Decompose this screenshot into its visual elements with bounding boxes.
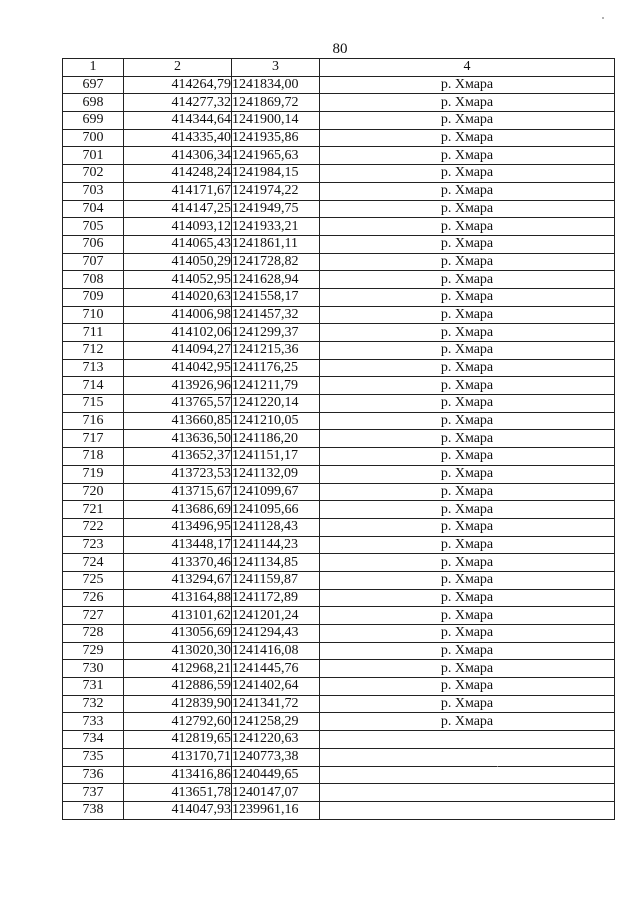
y-coordinate-cell: 1241445,76 (232, 660, 320, 678)
y-coordinate-cell: 1241220,63 (232, 731, 320, 749)
description-cell: р. Хмара (320, 395, 615, 413)
table-row (63, 147, 615, 165)
description-cell: р. Хмара (320, 448, 615, 466)
description-cell (320, 731, 615, 749)
header-col-1: 1 (63, 59, 124, 77)
x-coordinate-cell: 414020,63 (124, 288, 232, 306)
y-coordinate-cell: 1241144,23 (232, 536, 320, 554)
scan-speck (602, 17, 604, 19)
point-number-cell: 699 (63, 112, 124, 130)
table-row (63, 395, 615, 413)
x-coordinate-cell: 413170,71 (124, 748, 232, 766)
table-row (63, 518, 615, 536)
header-col-4: 4 (320, 59, 615, 77)
point-number-cell: 709 (63, 288, 124, 306)
table-row (63, 501, 615, 519)
x-coordinate-cell: 412819,65 (124, 731, 232, 749)
point-number-cell: 734 (63, 731, 124, 749)
description-cell: р. Хмара (320, 288, 615, 306)
y-coordinate-cell: 1241900,14 (232, 112, 320, 130)
y-coordinate-cell: 1241402,64 (232, 678, 320, 696)
description-cell: р. Хмара (320, 678, 615, 696)
table-row (63, 607, 615, 625)
table-row (63, 571, 615, 589)
x-coordinate-cell: 414264,79 (124, 76, 232, 94)
y-coordinate-cell: 1241134,85 (232, 554, 320, 572)
x-coordinate-cell: 414277,32 (124, 94, 232, 112)
table-row (63, 94, 615, 112)
point-number-cell: 738 (63, 801, 124, 819)
table-row (63, 465, 615, 483)
table-row (63, 748, 615, 766)
x-coordinate-cell: 414042,95 (124, 359, 232, 377)
x-coordinate-cell: 414050,29 (124, 253, 232, 271)
y-coordinate-cell: 1241215,36 (232, 342, 320, 360)
description-cell: р. Хмара (320, 147, 615, 165)
table-row (63, 377, 615, 395)
x-coordinate-cell: 413715,67 (124, 483, 232, 501)
y-coordinate-cell: 1241628,94 (232, 271, 320, 289)
x-coordinate-cell: 413448,17 (124, 536, 232, 554)
point-number-cell: 725 (63, 571, 124, 589)
point-number-cell: 714 (63, 377, 124, 395)
x-coordinate-cell: 412886,59 (124, 678, 232, 696)
x-coordinate-cell: 413636,50 (124, 430, 232, 448)
y-coordinate-cell: 1241151,17 (232, 448, 320, 466)
table-row (63, 129, 615, 147)
y-coordinate-cell: 1240773,38 (232, 748, 320, 766)
y-coordinate-cell: 1241294,43 (232, 625, 320, 643)
x-coordinate-cell: 413370,46 (124, 554, 232, 572)
description-cell (320, 801, 615, 819)
description-cell: р. Хмара (320, 430, 615, 448)
table-row (63, 112, 615, 130)
point-number-cell: 724 (63, 554, 124, 572)
point-number-cell: 705 (63, 218, 124, 236)
point-number-cell: 731 (63, 678, 124, 696)
description-cell: р. Хмара (320, 412, 615, 430)
point-number-cell: 728 (63, 625, 124, 643)
table-row (63, 801, 615, 819)
y-coordinate-cell: 1241861,11 (232, 235, 320, 253)
description-cell: р. Хмара (320, 112, 615, 130)
x-coordinate-cell: 414171,67 (124, 182, 232, 200)
description-cell (320, 784, 615, 802)
y-coordinate-cell: 1241558,17 (232, 288, 320, 306)
table-row (63, 342, 615, 360)
x-coordinate-cell: 414335,40 (124, 129, 232, 147)
point-number-cell: 708 (63, 271, 124, 289)
y-coordinate-cell: 1241210,05 (232, 412, 320, 430)
point-number-cell: 711 (63, 324, 124, 342)
y-coordinate-cell: 1241186,20 (232, 430, 320, 448)
x-coordinate-cell: 414065,43 (124, 235, 232, 253)
description-cell: р. Хмара (320, 165, 615, 183)
x-coordinate-cell: 414248,24 (124, 165, 232, 183)
point-number-cell: 698 (63, 94, 124, 112)
y-coordinate-cell: 1241201,24 (232, 607, 320, 625)
point-number-cell: 722 (63, 518, 124, 536)
description-cell: р. Хмара (320, 713, 615, 731)
table-row (63, 271, 615, 289)
y-coordinate-cell: 1241128,43 (232, 518, 320, 536)
y-coordinate-cell: 1241984,15 (232, 165, 320, 183)
table-row (63, 359, 615, 377)
point-number-cell: 723 (63, 536, 124, 554)
description-cell: р. Хмара (320, 695, 615, 713)
y-coordinate-cell: 1241211,79 (232, 377, 320, 395)
x-coordinate-cell: 413652,37 (124, 448, 232, 466)
description-cell: р. Хмара (320, 253, 615, 271)
x-coordinate-cell: 414052,95 (124, 271, 232, 289)
description-cell: р. Хмара (320, 306, 615, 324)
description-cell: р. Хмара (320, 359, 615, 377)
y-coordinate-cell: 1241933,21 (232, 218, 320, 236)
table-row (63, 324, 615, 342)
description-cell: р. Хмара (320, 518, 615, 536)
description-cell: р. Хмара (320, 660, 615, 678)
x-coordinate-cell: 412968,21 (124, 660, 232, 678)
y-coordinate-cell: 1241728,82 (232, 253, 320, 271)
scan-speck (497, 766, 498, 767)
y-coordinate-cell: 1241949,75 (232, 200, 320, 218)
point-number-cell: 713 (63, 359, 124, 377)
y-coordinate-cell: 1241258,29 (232, 713, 320, 731)
header-col-2: 2 (124, 59, 232, 77)
point-number-cell: 729 (63, 642, 124, 660)
x-coordinate-cell: 413686,69 (124, 501, 232, 519)
y-coordinate-cell: 1241834,00 (232, 76, 320, 94)
point-number-cell: 700 (63, 129, 124, 147)
point-number-cell: 710 (63, 306, 124, 324)
table-row (63, 306, 615, 324)
description-cell: р. Хмара (320, 76, 615, 94)
x-coordinate-cell: 412839,90 (124, 695, 232, 713)
point-number-cell: 715 (63, 395, 124, 413)
y-coordinate-cell: 1241457,32 (232, 306, 320, 324)
y-coordinate-cell: 1241299,37 (232, 324, 320, 342)
point-number-cell: 702 (63, 165, 124, 183)
x-coordinate-cell: 412792,60 (124, 713, 232, 731)
table-row (63, 218, 615, 236)
point-number-cell: 707 (63, 253, 124, 271)
point-number-cell: 703 (63, 182, 124, 200)
point-number-cell: 701 (63, 147, 124, 165)
coordinates-table (62, 58, 615, 820)
table-row (63, 182, 615, 200)
description-cell: р. Хмара (320, 235, 615, 253)
x-coordinate-cell: 413294,67 (124, 571, 232, 589)
point-number-cell: 736 (63, 766, 124, 784)
x-coordinate-cell: 414093,12 (124, 218, 232, 236)
description-cell: р. Хмара (320, 589, 615, 607)
point-number-cell: 718 (63, 448, 124, 466)
point-number-cell: 730 (63, 660, 124, 678)
x-coordinate-cell: 413651,78 (124, 784, 232, 802)
description-cell: р. Хмара (320, 554, 615, 572)
x-coordinate-cell: 414047,93 (124, 801, 232, 819)
description-cell: р. Хмара (320, 465, 615, 483)
point-number-cell: 727 (63, 607, 124, 625)
x-coordinate-cell: 414147,25 (124, 200, 232, 218)
table-row (63, 589, 615, 607)
table-row (63, 165, 615, 183)
table-row (63, 713, 615, 731)
table-row (63, 430, 615, 448)
description-cell (320, 748, 615, 766)
x-coordinate-cell: 413056,69 (124, 625, 232, 643)
point-number-cell: 704 (63, 200, 124, 218)
point-number-cell: 732 (63, 695, 124, 713)
description-cell: р. Хмара (320, 483, 615, 501)
point-number-cell: 720 (63, 483, 124, 501)
point-number-cell: 706 (63, 235, 124, 253)
table-row (63, 200, 615, 218)
point-number-cell: 716 (63, 412, 124, 430)
description-cell: р. Хмара (320, 182, 615, 200)
table-row (63, 76, 615, 94)
description-cell: р. Хмара (320, 324, 615, 342)
page-number: 80 (332, 41, 348, 57)
description-cell: р. Хмара (320, 607, 615, 625)
x-coordinate-cell: 413765,57 (124, 395, 232, 413)
y-coordinate-cell: 1241416,08 (232, 642, 320, 660)
x-coordinate-cell: 413496,95 (124, 518, 232, 536)
description-cell: р. Хмара (320, 501, 615, 519)
x-coordinate-cell: 414094,27 (124, 342, 232, 360)
y-coordinate-cell: 1241935,86 (232, 129, 320, 147)
x-coordinate-cell: 413660,85 (124, 412, 232, 430)
table-row (63, 625, 615, 643)
y-coordinate-cell: 1241172,89 (232, 589, 320, 607)
x-coordinate-cell: 413416,86 (124, 766, 232, 784)
table-row (63, 554, 615, 572)
x-coordinate-cell: 413164,88 (124, 589, 232, 607)
y-coordinate-cell: 1241099,67 (232, 483, 320, 501)
description-cell: р. Хмара (320, 642, 615, 660)
y-coordinate-cell: 1241095,66 (232, 501, 320, 519)
table-row (63, 483, 615, 501)
y-coordinate-cell: 1241176,25 (232, 359, 320, 377)
description-cell: р. Хмара (320, 377, 615, 395)
y-coordinate-cell: 1240147,07 (232, 784, 320, 802)
x-coordinate-cell: 414102,06 (124, 324, 232, 342)
x-coordinate-cell: 413020,30 (124, 642, 232, 660)
header-col-3: 3 (232, 59, 320, 77)
table-row (63, 253, 615, 271)
y-coordinate-cell: 1241159,87 (232, 571, 320, 589)
description-cell (320, 766, 615, 784)
y-coordinate-cell: 1240449,65 (232, 766, 320, 784)
description-cell: р. Хмара (320, 218, 615, 236)
description-cell: р. Хмара (320, 625, 615, 643)
point-number-cell: 726 (63, 589, 124, 607)
description-cell: р. Хмара (320, 342, 615, 360)
x-coordinate-cell: 414306,34 (124, 147, 232, 165)
description-cell: р. Хмара (320, 200, 615, 218)
description-cell: р. Хмара (320, 536, 615, 554)
point-number-cell: 719 (63, 465, 124, 483)
x-coordinate-cell: 414344,64 (124, 112, 232, 130)
table-row (63, 288, 615, 306)
x-coordinate-cell: 413101,62 (124, 607, 232, 625)
point-number-cell: 735 (63, 748, 124, 766)
point-number-cell: 737 (63, 784, 124, 802)
description-cell: р. Хмара (320, 94, 615, 112)
y-coordinate-cell: 1241974,22 (232, 182, 320, 200)
point-number-cell: 717 (63, 430, 124, 448)
description-cell: р. Хмара (320, 571, 615, 589)
point-number-cell: 721 (63, 501, 124, 519)
y-coordinate-cell: 1241132,09 (232, 465, 320, 483)
table-header-row (63, 59, 615, 77)
table-row (63, 448, 615, 466)
y-coordinate-cell: 1239961,16 (232, 801, 320, 819)
table-row (63, 642, 615, 660)
table-row (63, 235, 615, 253)
description-cell: р. Хмара (320, 271, 615, 289)
table-row (63, 660, 615, 678)
table-row (63, 536, 615, 554)
point-number-cell: 733 (63, 713, 124, 731)
table-row (63, 695, 615, 713)
point-number-cell: 697 (63, 76, 124, 94)
description-cell: р. Хмара (320, 129, 615, 147)
point-number-cell: 712 (63, 342, 124, 360)
y-coordinate-cell: 1241220,14 (232, 395, 320, 413)
y-coordinate-cell: 1241965,63 (232, 147, 320, 165)
x-coordinate-cell: 413926,96 (124, 377, 232, 395)
x-coordinate-cell: 414006,98 (124, 306, 232, 324)
x-coordinate-cell: 413723,53 (124, 465, 232, 483)
y-coordinate-cell: 1241341,72 (232, 695, 320, 713)
table-row (63, 678, 615, 696)
table-row (63, 731, 615, 749)
table-row (63, 784, 615, 802)
y-coordinate-cell: 1241869,72 (232, 94, 320, 112)
table-row (63, 766, 615, 784)
table-row (63, 412, 615, 430)
